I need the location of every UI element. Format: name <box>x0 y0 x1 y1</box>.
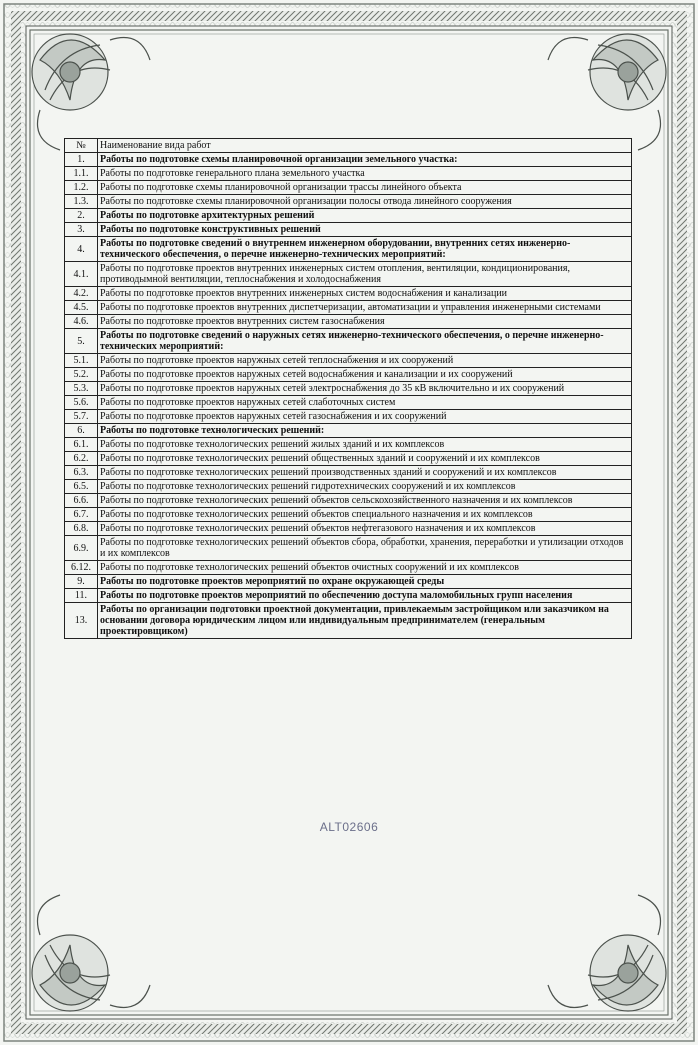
row-work-name: Работы по подготовке схемы планировочной организации полосы отвода линейного сооружения <box>98 195 632 209</box>
table-row <box>65 410 632 424</box>
row-work-name: Работы по подготовке проектов наружных сетей газоснабжения и их сооружений <box>98 410 632 424</box>
table-row <box>65 561 632 575</box>
table-row <box>65 589 632 603</box>
table-row <box>65 603 632 639</box>
works-table <box>64 138 632 639</box>
table-row <box>65 329 632 354</box>
row-number: 6.3. <box>65 466 98 480</box>
row-work-name: Работы по подготовке технологических решений общественных зданий и сооружений и их комплексов <box>98 452 632 466</box>
row-number: 13. <box>65 603 98 639</box>
table-row <box>65 494 632 508</box>
table-row <box>65 522 632 536</box>
row-number: 1.2. <box>65 181 98 195</box>
row-work-name: Работы по подготовке проектов мероприятий по охране окружающей среды <box>98 575 632 589</box>
row-work-name: Работы по подготовке проектов внутренних инженерных систем отопления, вентиляции, кондиционирования, противодымной вентиляции, теплоснабжения и холодоснабжения <box>98 262 632 287</box>
table-row <box>65 508 632 522</box>
table-row <box>65 480 632 494</box>
table-row <box>65 287 632 301</box>
table-row <box>65 237 632 262</box>
row-number: 1. <box>65 153 98 167</box>
table-header-row <box>65 139 632 153</box>
row-work-name: Работы по подготовке технологических решений объектов сбора, обработки, хранения, переработки и утилизации отходов и их комплексов <box>98 536 632 561</box>
row-work-name: Работы по подготовке сведений о наружных сетях инженерно-технического обеспечения, о перечне инженерно-технических мероприятий: <box>98 329 632 354</box>
table-row <box>65 368 632 382</box>
row-work-name: Работы по подготовке технологических решений производственных зданий и сооружений и их комплексов <box>98 466 632 480</box>
row-number: 6.2. <box>65 452 98 466</box>
row-number: 6.6. <box>65 494 98 508</box>
row-number: 4.5. <box>65 301 98 315</box>
row-work-name: Работы по подготовке проектов наружных сетей электроснабжения до 35 кВ включительно и их сооружений <box>98 382 632 396</box>
table-row <box>65 536 632 561</box>
row-work-name: Работы по организации подготовки проектной документации, привлекаемым застройщиком или заказчиком на основании договора юридическим лицом или индивидуальным предпринимателем (генеральным проектировщиком) <box>98 603 632 639</box>
table-row <box>65 382 632 396</box>
row-work-name: Работы по подготовке проектов наружных сетей слаботочных систем <box>98 396 632 410</box>
row-number: 6.12. <box>65 561 98 575</box>
row-number: 6. <box>65 424 98 438</box>
row-number: 4. <box>65 237 98 262</box>
row-number: 5. <box>65 329 98 354</box>
row-number: 4.6. <box>65 315 98 329</box>
row-work-name: Работы по подготовке технологических решений жилых зданий и их комплексов <box>98 438 632 452</box>
table-row <box>65 315 632 329</box>
table-row <box>65 301 632 315</box>
row-work-name: Работы по подготовке проектов внутренних систем газоснабжения <box>98 315 632 329</box>
row-work-name: Работы по подготовке сведений о внутреннем инженерном оборудовании, внутренних сетях инженерно-технического обеспечения, о перечне инженерно-технических мероприятий: <box>98 237 632 262</box>
row-number: 11. <box>65 589 98 603</box>
row-number: 6.8. <box>65 522 98 536</box>
row-number: 5.6. <box>65 396 98 410</box>
table-row <box>65 195 632 209</box>
table-row <box>65 209 632 223</box>
row-number: 9. <box>65 575 98 589</box>
row-work-name: Работы по подготовке схемы планировочной организации трассы линейного объекта <box>98 181 632 195</box>
works-table-container <box>64 138 632 639</box>
table-row <box>65 153 632 167</box>
row-work-name: Работы по подготовке технологических решений объектов нефтегазового назначения и их комплексов <box>98 522 632 536</box>
table-row <box>65 354 632 368</box>
row-work-name: Работы по подготовке технологических решений объектов сельскохозяйственного назначения и их комплексов <box>98 494 632 508</box>
table-row <box>65 575 632 589</box>
row-work-name: Работы по подготовке конструктивных решений <box>98 223 632 237</box>
row-work-name: Работы по подготовке технологических решений объектов очистных сооружений и их комплексов <box>98 561 632 575</box>
row-work-name: Работы по подготовке проектов мероприятий по обеспечению доступа маломобильных групп населения <box>98 589 632 603</box>
header-name: Наименование вида работ <box>98 139 632 153</box>
table-row <box>65 223 632 237</box>
row-number: 1.1. <box>65 167 98 181</box>
table-row <box>65 438 632 452</box>
row-number: 6.5. <box>65 480 98 494</box>
row-number: 5.1. <box>65 354 98 368</box>
table-row <box>65 396 632 410</box>
row-work-name: Работы по подготовке технологических решений объектов специального назначения и их комплексов <box>98 508 632 522</box>
row-number: 5.3. <box>65 382 98 396</box>
row-work-name: Работы по подготовке проектов внутренних инженерных систем водоснабжения и канализации <box>98 287 632 301</box>
row-work-name: Работы по подготовке архитектурных решений <box>98 209 632 223</box>
row-number: 6.1. <box>65 438 98 452</box>
row-number: 4.2. <box>65 287 98 301</box>
row-work-name: Работы по подготовке генерального плана земельного участка <box>98 167 632 181</box>
serial-number: ALT02606 <box>319 820 379 834</box>
row-number: 3. <box>65 223 98 237</box>
table-row <box>65 167 632 181</box>
row-work-name: Работы по подготовке технологических решений: <box>98 424 632 438</box>
table-row <box>65 452 632 466</box>
row-number: 5.2. <box>65 368 98 382</box>
row-work-name: Работы по подготовке схемы планировочной организации земельного участка: <box>98 153 632 167</box>
row-work-name: Работы по подготовке проектов наружных сетей теплоснабжения и их сооружений <box>98 354 632 368</box>
header-num: № <box>65 139 98 153</box>
table-row <box>65 466 632 480</box>
table-row <box>65 181 632 195</box>
row-number: 5.7. <box>65 410 98 424</box>
row-number: 4.1. <box>65 262 98 287</box>
row-number: 6.9. <box>65 536 98 561</box>
row-number: 1.3. <box>65 195 98 209</box>
table-row <box>65 424 632 438</box>
row-work-name: Работы по подготовке технологических решений гидротехнических сооружений и их комплексов <box>98 480 632 494</box>
row-number: 2. <box>65 209 98 223</box>
row-number: 6.7. <box>65 508 98 522</box>
table-row <box>65 262 632 287</box>
row-work-name: Работы по подготовке проектов наружных сетей водоснабжения и канализации и их сооружений <box>98 368 632 382</box>
row-work-name: Работы по подготовке проектов внутренних диспетчеризации, автоматизации и управления инженерными системами <box>98 301 632 315</box>
